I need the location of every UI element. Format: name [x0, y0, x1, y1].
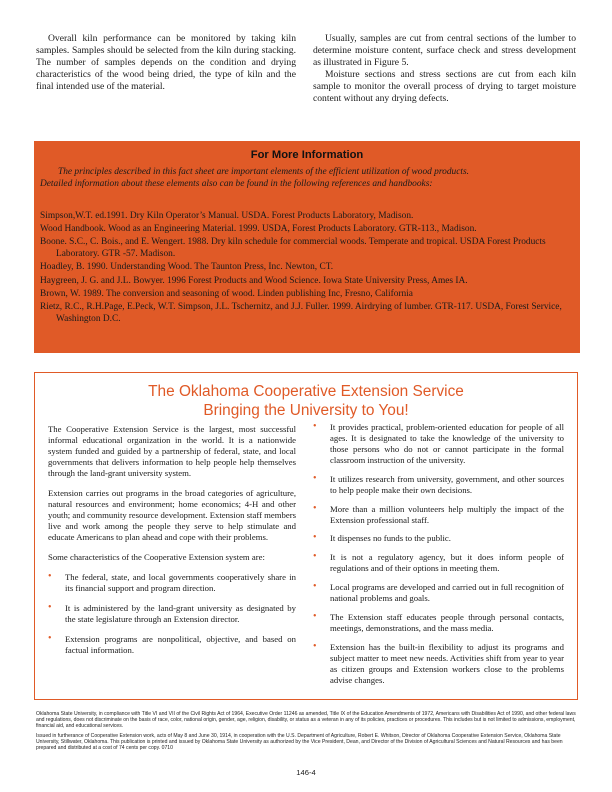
reference-item: Rietz, R.C., R.H.Page, E.Peck, W.T. Simpson, J.L. Tschernitz, and J.J. Fuller. 1999. Airdrying of lumber. GTR-117. USDA, Forest Service, Washington D.C. [40, 301, 562, 324]
list-item: • Local programs are developed and carried out in full recognition of national problems and goals. [313, 580, 564, 603]
bullet-icon: • [313, 502, 317, 514]
intro-right-column [313, 33, 576, 105]
extension-right-column [313, 422, 564, 693]
intro-line: The principles described in this fact sheet are important elements of the efficient utilization of wood products. [58, 167, 469, 177]
footer-paragraph: Oklahoma State University, in compliance with Title VI and VII of the Civil Rights Act of 1964, Executive Order 11246 as amended, Title IX of the Education Amendments of 1972, Americans with Disabilities Act of 1990, and other federal laws and regulations, does not discriminate on the basis of race, color, national origin, gender, age, religion, disability, or status as a veteran in any of its policies, practices or procedures. This includes but is not limited to admissions, employment, financial aid, and educational services. [36, 711, 576, 729]
list-item: • The Extension staff educates people through personal contacts, meetings, demonstrations, and the mass media. [313, 610, 564, 633]
bullet-icon: • [313, 421, 317, 432]
extension-service-box [34, 372, 578, 700]
list-item: • It is administered by the land-grant university as designated by the state legislature through an Extension director. [48, 602, 296, 624]
extension-paragraph: The Cooperative Extension Service is the largest, most successful informal educational organization in the world. It is a nationwide system funded and guided by a partnership of federal, state, and local governments that delivers information to help people help themselves through the land-grant university system. [48, 424, 296, 478]
extension-tagline: Bringing the University to You! [203, 402, 409, 419]
reference-item: Wood Handbook. Wood as an Engineering Material. 1999. USDA, Forest Products Laboratory. GTR-113., Madison. [40, 224, 477, 235]
list-item: • It utilizes research from university, government, and other sources to help people make their own decisions. [313, 472, 564, 495]
list-item: • It dispenses no funds to the public. [313, 532, 451, 544]
intro-paragraph: Overall kiln performance can be monitored by taking kiln samples. Samples should be selected from the kiln during stacking. The number of samples depends on the condition and drying characteristics of the wood being dried, the type of kiln and the final intended use of the material. [36, 33, 296, 92]
extension-paragraph: Some characteristics of the Cooperative Extension system are: [48, 552, 265, 562]
extension-left-column [48, 424, 296, 665]
footer-paragraph: Issued in furtherance of Cooperative Extension work, acts of May 8 and June 30, 1914, in cooperation with the U.S. Department of Agriculture, Robert E. Whitson, Director of Oklahoma Cooperative Extension Service, Oklahoma State University, Stillwater, Oklahoma. This publication is printed and issued by Oklahoma State University as authorized by the Vice President, Dean, and Director of the Division of Agricultural Sciences and Natural Resources and has been prepared and distributed at a cost of 74 cents per copy. 0710 [36, 733, 563, 751]
reference-item: Boone. S.C., C. Bois., and E. Wengert. 1988. Dry kiln schedule for commercial woods. Temperate and tropical. USDA Forest Products Laboratory. GTR -57. Madison. [40, 237, 546, 260]
list-item: • Extension has the built-in flexibility to adjust its programs and subject matter to meet new needs. Activities shift from year to year as citizen groups and Extension workers close to the problems advise changes. [313, 640, 564, 685]
list-item: • More than a million volunteers help multiply the impact of the Extension professional staff. [313, 502, 564, 525]
more-information-intro [40, 166, 572, 190]
bullet-icon: • [313, 551, 317, 563]
bullet-icon: • [48, 633, 52, 644]
bullet-icon: • [313, 610, 317, 622]
list-item: • Extension programs are nonpolitical, objective, and based on factual information. [48, 633, 296, 655]
reference-item: Brown, W. 1989. The conversion and seasoning of wood. Linden publishing Inc, Fresno, California [40, 288, 413, 299]
bullet-icon: • [313, 472, 317, 484]
intro-line: Detailed information about these elements also can be found in the following references and handbooks: [40, 179, 433, 189]
bullet-icon: • [48, 602, 52, 613]
intro-paragraph: Moisture sections and stress sections are cut from each kiln sample to monitor the overall process of drying to target moisture content without any drying defects. [313, 69, 576, 104]
legal-footer [36, 711, 578, 755]
list-item: • The federal, state, and local governments cooperatively share in its financial support and program direction. [48, 571, 296, 593]
reference-list [40, 210, 572, 326]
page-number: 146-4 [296, 768, 316, 777]
list-item: • It provides practical, problem-oriented education for people of all ages. It is designated to take the knowledge of the university to those persons who do not or cannot participate in the formal classroom instruction of the university. [313, 421, 564, 465]
extension-title-line: The Oklahoma Cooperative Extension Service [148, 383, 464, 400]
bullet-icon: • [313, 640, 317, 652]
bullet-icon: • [313, 580, 317, 592]
extension-paragraph: Extension carries out programs in the broad categories of agriculture, natural resources and environment; home economics; 4-H and other youth; and community resource development. Extension staff members live and work among the people they serve to help stimulate and educate Americans to plan ahead and cope with their problems. [48, 488, 296, 542]
more-information-box [34, 141, 580, 353]
characteristics-list [313, 422, 564, 686]
reference-item: Hoadley, B. 1990. Understanding Wood. The Taunton Press, Inc. Newton, CT. [40, 262, 334, 273]
reference-item: Haygreen, J. G. and J.L. Bowyer. 1996 Forest Products and Wood Science. Iowa State University Press, Ames IA. [40, 275, 468, 286]
intro-paragraph: Usually, samples are cut from central sections of the lumber to determine moisture content, surface check and stress development as illustrated in Figure 5. [313, 33, 576, 68]
intro-left-column [36, 33, 296, 93]
list-item: • It is not a regulatory agency, but it does inform people of regulations and of their options in meeting them. [313, 551, 564, 574]
more-information-heading: For More Information [250, 149, 364, 161]
extension-title [35, 382, 577, 420]
characteristics-list [48, 572, 296, 656]
bullet-icon: • [48, 571, 52, 582]
reference-item: Simpson,W.T. ed.1991. Dry Kiln Operator’s Manual. USDA. Forest Products Laboratory, Madison. [40, 211, 414, 221]
bullet-icon: • [313, 532, 317, 544]
